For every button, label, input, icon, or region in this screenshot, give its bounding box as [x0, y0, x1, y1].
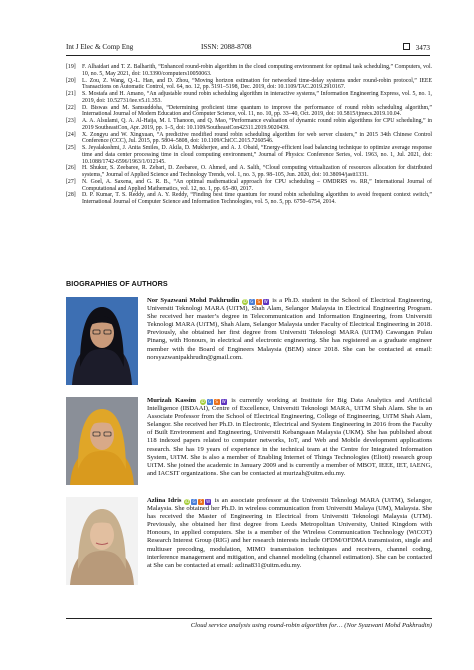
reference-item: [20] L. Zou, Z. Wang, Q.-L. Han, and D. Zhou, “Moving horizon estimation for networked time-delay systems under round-robin protocol,” IEEE Transactions on Automatic Control, vol. 64, no. 12, pp. 5191–5198, Dec. 2019, doi: 10.1109/TAC.2019.2910167. — [66, 77, 432, 91]
scopus-icon[interactable]: S — [215, 399, 218, 404]
author-photo — [66, 397, 138, 485]
reference-item: [23] A. A. Alsulami, Q. A. Al-Haija, M. I. Thanoon, and Q. Mao, “Performance evaluation of dynamic round robin algorithms for CPU scheduling,” in 2019 SoutheastCon, Apr. 2019, pp. 1–5, doi: 10.1109/SoutheastCon42311.2019.9020439. — [66, 118, 432, 131]
web-of-science-icon[interactable]: W — [263, 299, 268, 304]
reference-list — [66, 64, 432, 206]
reference-item: [26] H. Shukur, S. Zeebaree, R. Zebari, D. Zeebaree, O. Ahmed, and A. Salih, “Cloud computing virtualization of resources allocation for distributed systems,” Journal of Applied Science and Technology Trends, vol. 1, no. 3, pp. 98–105, Jun. 2020, doi: 10.38094/jastt1331. — [66, 165, 432, 178]
page-number: 3473 — [415, 44, 430, 52]
reference-item: [25] S. Jeyalaksshmi, J. Anita Smiles, D. Akila, D. Mukherjee, and A. J. Obaid, “Energy-efficient load balancing technique to optimize average response time and data center processing time in cloud computing environment,” Journal of Physics: Conference Series, vol. 1963, no. 1, Jul. 2021, doi: 10.1088/1742-6596/1963/1/012145. — [66, 145, 432, 165]
running-footer — [66, 618, 432, 629]
reference-item: [28] D. P. Kumar, T. S. Reddy, and A. Y. Reddy, “Finding best time quantum for round robin scheduling algorithm to avoid frequent context switch,” International Journal of Computer Science and Information Technologies, vol. 5, no. 5, pp. 6750–6754, 2014. — [66, 192, 432, 205]
reference-item: [21] S. Mostafa and H. Amano, “An adjustable round robin scheduling algorithm in interactive systems,” Information Engineering Express, vol. 5, no. 1, 2019, doi: 10.52731/iee.v5.i1.353. — [66, 91, 432, 104]
author-name: Azlina Idris — [147, 497, 182, 504]
page-marker-icon — [403, 43, 410, 50]
author-photo — [66, 497, 138, 585]
orcid-icon[interactable]: iD — [184, 499, 190, 504]
orcid-icon[interactable]: iD — [242, 299, 247, 304]
author-name: Nor Syazwani Mohd Pakhrudin — [147, 297, 240, 304]
scopus-icon[interactable]: S — [199, 499, 203, 504]
author-name: Murizah Kassim — [147, 397, 197, 404]
google-scholar-icon[interactable]: G — [208, 399, 212, 404]
biographies-heading: BIOGRAPHIES OF AUTHORS — [66, 279, 168, 288]
author-bio-text: is currently working at Institute for Big Data Analytics and Artificial Intelligence (IBDAAI), Centre of Excellence, Universiti Teknologi MARA, UiTM Shah Alam. She is an Associate Professor from the School of Electrical Engineering, College of Engineering, UiTM Shah Alam, Selangor. She received her Ph.D. in Electronic, Electrical and System Engineering in 2016 from the Faculty of Built Environment and Engineering, Universiti Kebangsaan Malaysia (UKM). She has published about 118 indexed papers related to computer networks, IoT, and Web and Mobile development applications research. She has 19 years of experience in the technical team at the Centre for Integrated Information System, UiTM. She is also a member of Enabling Internet of Things Technologies (Eliott) research group UiTM. She joined the academic in January 2009 and is currently a member of MBOT, IEEE, IET, IAENG, and IACSIT organizations. She can be contacted at murizah@uitm.edu.my. — [147, 397, 432, 477]
issn: ISSN: 2088-8708 — [201, 43, 252, 51]
footer-caption: Cloud service analysis using round-robin algorithm for… (Nor Syazwani Mohd Pakhrudin) — [190, 622, 432, 629]
scopus-icon[interactable]: S — [257, 299, 261, 304]
google-scholar-icon[interactable]: G — [192, 499, 196, 504]
author-bio-text: is a Ph.D. student in the School of Electrical Engineering, Universiti Teknologi MARA (UiTM), Shah Alam, Selangor Malaysia in Electrical Engineering Program. She received her master’s degree in Telecommunication and Information Engineering, from Universiti Teknologi MARA (UiTM), Shah Alam, Selangor Malaysia under Faculty of Electrical Engineering in 2018. Previously, she obtained her first degree from Universiti Teknologi MARA (UiTM) Cawangan Pulau Pinang, with Honours, in electrical and electronic engineering. She has registered as a graduate engineer member with the Board of Engineers Malaysia (BEM) since 2018. She can be contacted at email: norsyazwanipakhrudin@gmail.com. — [147, 297, 432, 361]
reference-item: [27] N. Goel, A. Saxena, and G. R. B., “An optimal mathematical approach for CPU scheduling – OMDRRS vs. RR,” International Journal of Computational and Applied Mathematics, vol. 12, no. 1, pp. 65–80, 2017. — [66, 178, 432, 192]
running-header — [66, 42, 430, 56]
orcid-icon[interactable]: iD — [200, 399, 205, 404]
author-photo — [66, 297, 138, 385]
web-of-science-icon[interactable]: W — [221, 399, 226, 404]
reference-item: [22] D. Biswas and M. Samsuddoha, “Determining proficient time quantum to improve the performance of round robin scheduling algorithm,” International Journal of Modern Education and Computer Science, vol. 11, no. 10, pp. 33–40, Oct. 2019, doi: 10.5815/ijmecs.2019.10.04. — [66, 104, 432, 118]
reference-item: [19] F. Alhaidari and T. Z. Balharith, “Enhanced round-robin algorithm in the cloud computing environment for optimal task scheduling,” Computers, vol. 10, no. 5, May 2021, doi: 10.3390/computers10050063. — [66, 64, 432, 77]
author-bio-text: is an associate professor at the Universiti Teknologi MARA (UiTM), Selangor, Malaysia. She obtained her Ph.D. in wireless communication from Universiti Malaya (UM), Malaysia. She has received the Master of Engineering in Electrical from Universiti Teknologi Malaysia (UTM). Previously, she obtained her first degree from Leeds Metropolitan University, United Kingdom with Honours, in applied computers. She is a member of the Wireless Communication Technology (WiCOT) Research Interest Group (RIG) and her research interests include OFDM/OFDMA transmission, single and multiuser precoding, modulation, MIMO transmission techniques and receivers, channel coding, interference management and mitigation, and channel modeling (channel estimation). She can be contacted at She can be contacted at email: azlina831@uitm.edu.my. — [147, 497, 432, 569]
reference-item: [24] X. Zongyu and W. Xingxuan, “A predictive modified round robin scheduling algorithm for web server clusters,” in 2015 34th Chinese Control Conference (CCC), Jul. 2015, pp. 5804–5808, doi: 10.1109/ChiCC.2015.7260546. — [66, 131, 432, 145]
journal-name: Int J Elec & Comp Eng — [66, 43, 134, 51]
google-scholar-icon[interactable]: G — [250, 299, 254, 304]
web-of-science-icon[interactable]: W — [206, 499, 211, 504]
